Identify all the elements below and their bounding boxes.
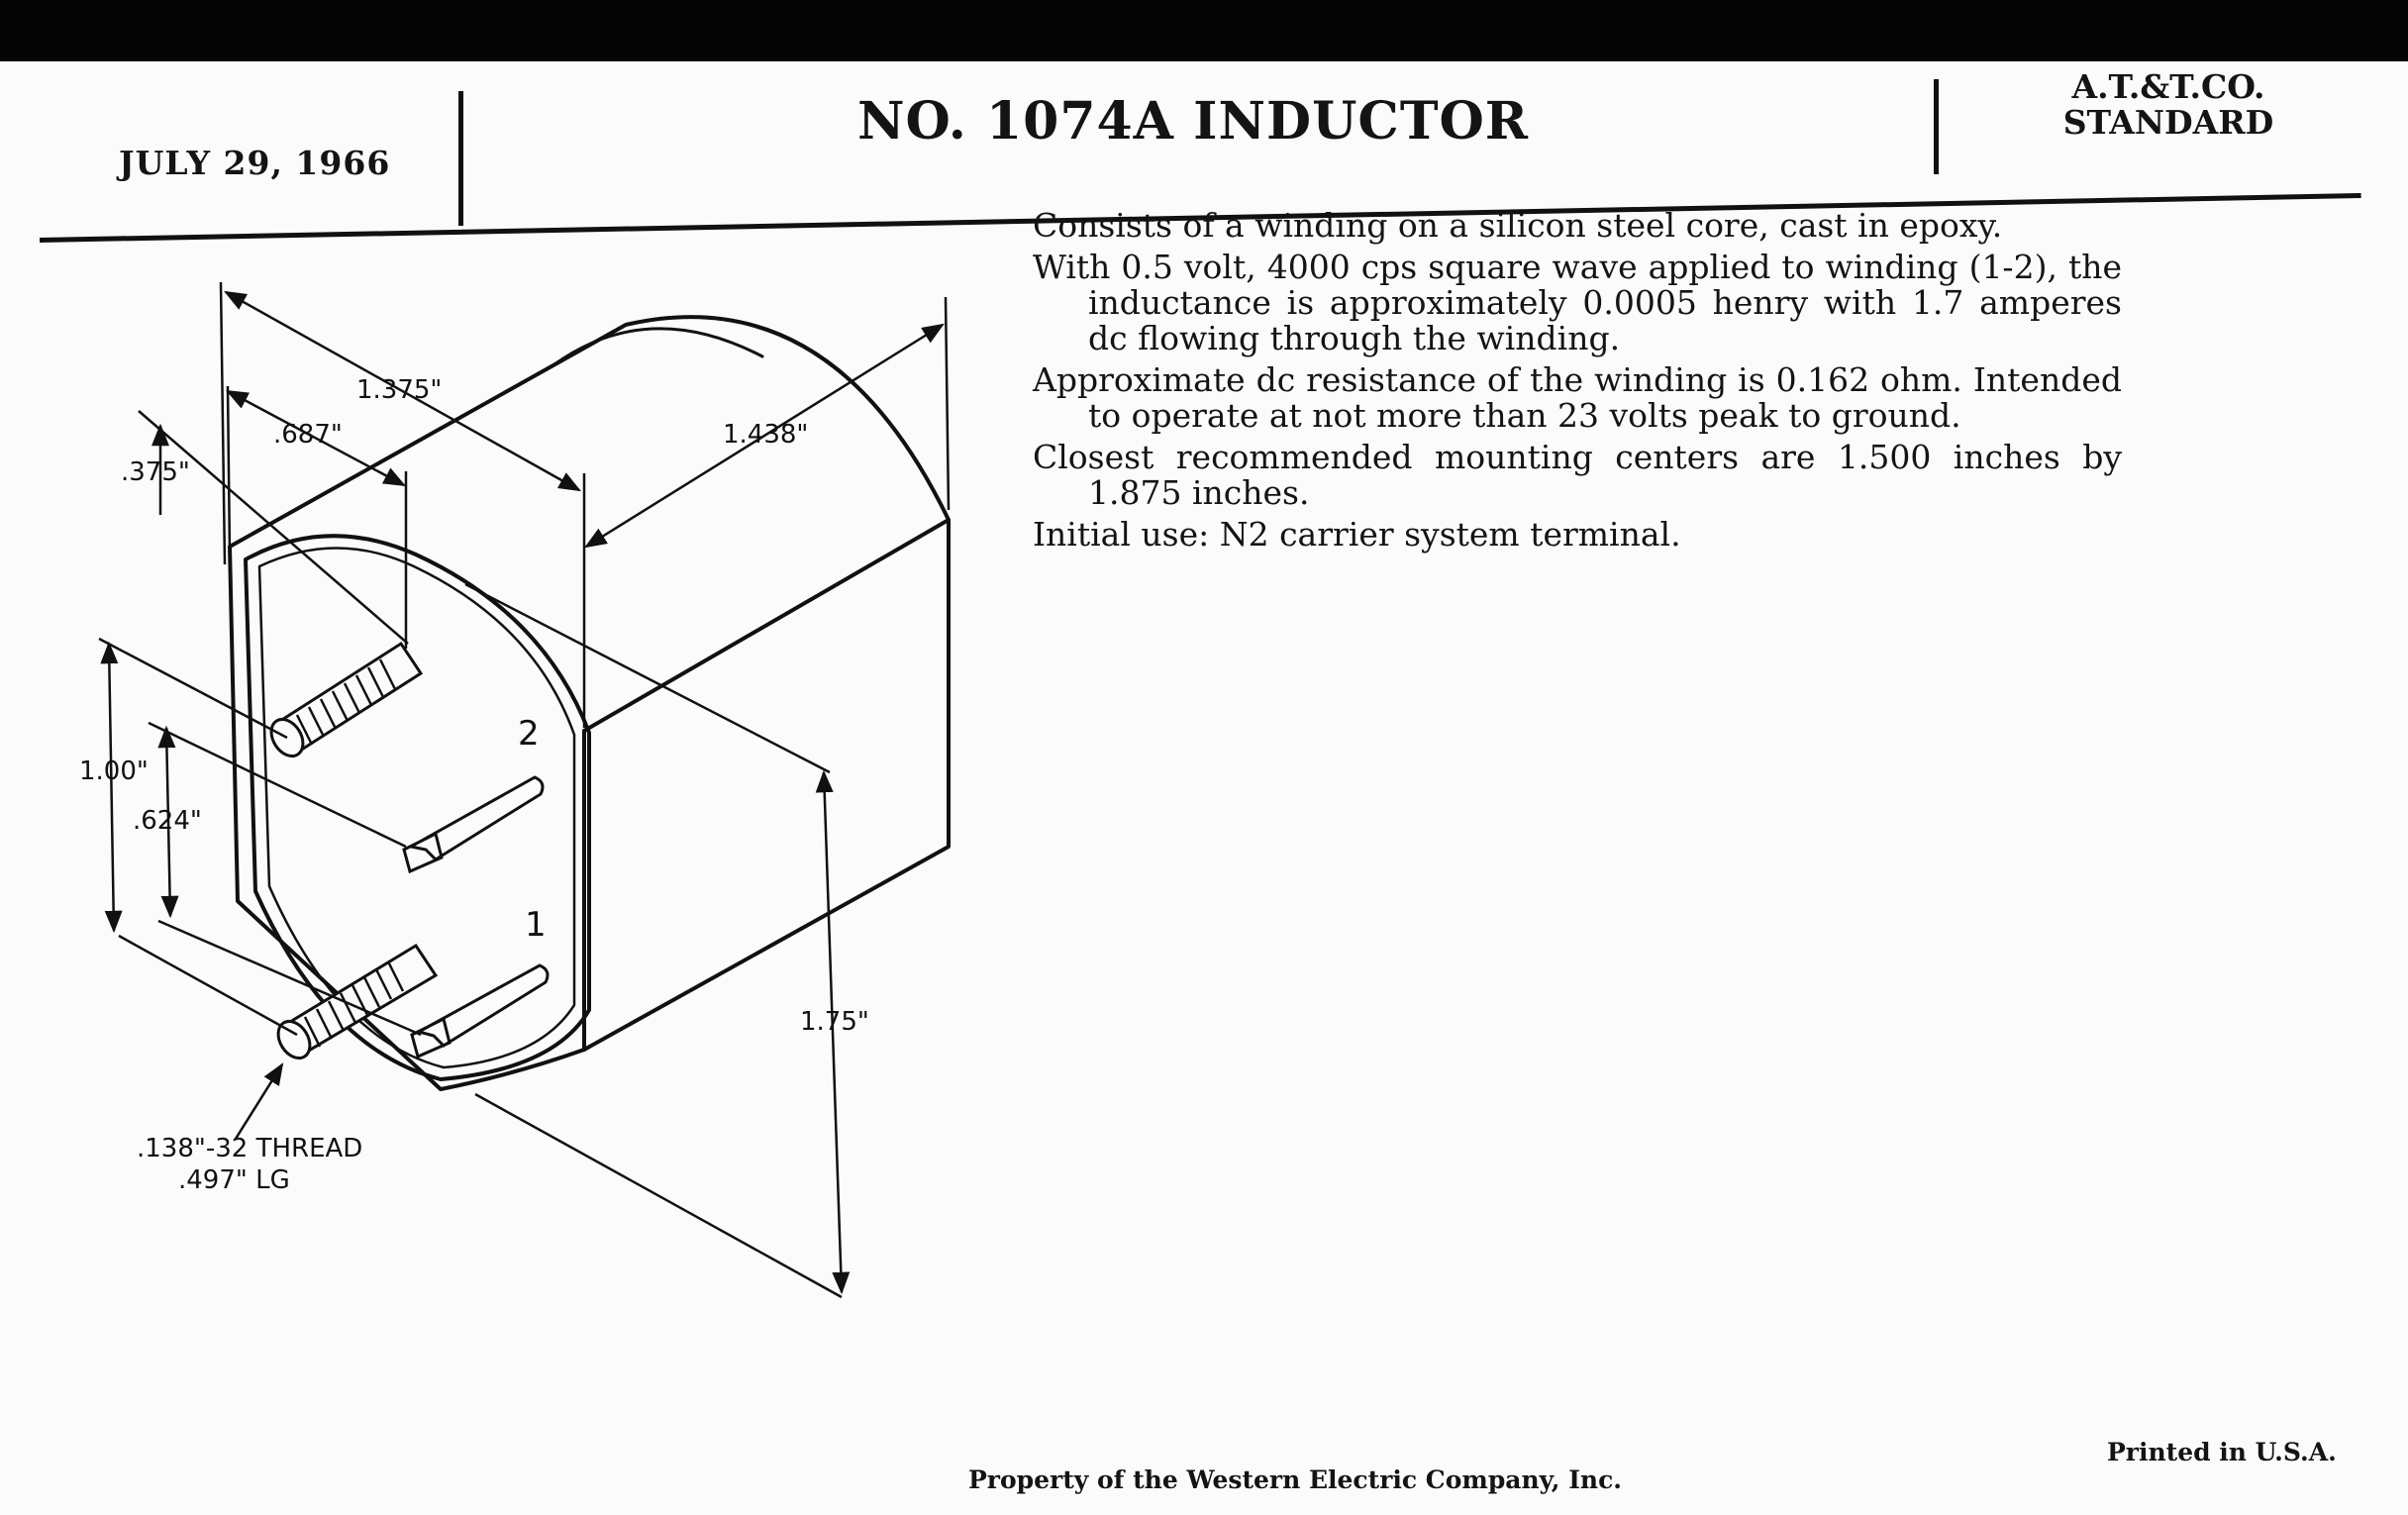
- description-paragraph: Consists of a winding on a silicon steel core, cast in epoxy.: [1033, 206, 2003, 245]
- threaded-stud-upper: [265, 644, 421, 761]
- dim-label-stud-depth: .687": [273, 420, 343, 450]
- terminal-label-1: 1: [525, 905, 547, 945]
- dim-label-terminal-spacing: .624": [133, 806, 202, 836]
- printed-notice: Printed in U.S.A.: [2107, 1438, 2337, 1466]
- dim-label-width: 1.438": [723, 420, 809, 450]
- dim-arrow-stud-spacing: [109, 644, 114, 931]
- terminal-label-2: 2: [518, 714, 540, 754]
- thread-note-line-2: .497" LG: [178, 1165, 290, 1195]
- standard-line-1: A.T.&T.CO.: [2071, 67, 2265, 106]
- dim-label-top-offset: .375": [121, 457, 190, 487]
- front-face-edge: [584, 520, 949, 731]
- description-paragraph: Initial use: N2 carrier system terminal.: [1033, 515, 1681, 554]
- description-paragraph: Approximate dc resistance of the winding is 0.162 ohm. Intended to operate at not more than 23 volts peak to ground.: [1033, 360, 2122, 435]
- terminal-pin-1: [412, 965, 548, 1057]
- dim-label-stud-spacing: 1.00": [79, 757, 149, 786]
- thread-note-line-1: .138"-32 THREAD: [137, 1134, 363, 1163]
- dim-label-overall-depth: 1.375": [356, 375, 443, 405]
- thread-leader: [236, 1064, 282, 1139]
- end-plate: [246, 536, 589, 1079]
- description-paragraph: With 0.5 volt, 4000 cps square wave applied to winding (1-2), the inductance is approximately 0.0005 henry with 1.7 amperes dc flowing through the winding.: [1033, 248, 2122, 357]
- page-title: NO. 1074A INDUCTOR: [856, 91, 1530, 152]
- terminal-pin-2: [404, 777, 543, 871]
- dim-label-height: 1.75": [800, 1007, 869, 1037]
- property-notice: Property of the Western Electric Company, Inc.: [968, 1465, 1623, 1494]
- top-curve: [554, 329, 762, 364]
- standard-line-2: STANDARD: [2062, 103, 2274, 142]
- description-paragraph: Closest recommended mounting centers are 1.500 inches by 1.875 inches.: [1033, 438, 2122, 512]
- issue-date: JULY 29, 1966: [119, 144, 391, 182]
